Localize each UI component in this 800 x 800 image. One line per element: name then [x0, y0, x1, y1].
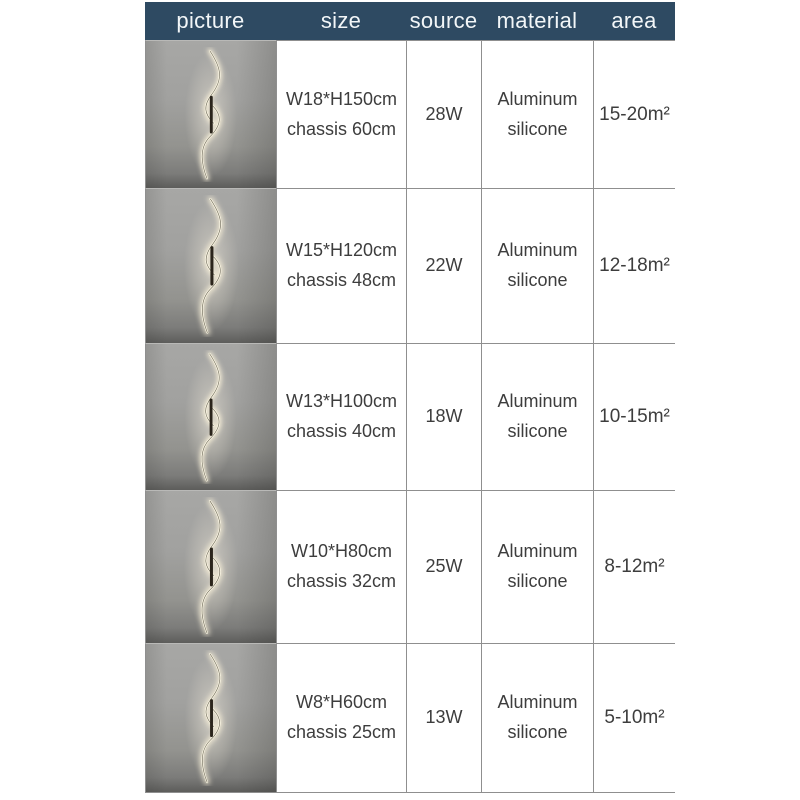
- area-value: 15-20m²: [599, 103, 670, 125]
- material-line: silicone: [507, 421, 568, 441]
- material-cell: [481, 40, 593, 188]
- area-value: 10-15m²: [599, 406, 670, 428]
- material-line: Aluminum: [497, 240, 578, 261]
- material-line: silicone: [507, 118, 568, 139]
- size-cell: [276, 643, 406, 792]
- size-line: chassis 48cm: [286, 270, 397, 290]
- material-cell: [481, 188, 593, 343]
- wave-lamp-image: [177, 350, 244, 484]
- product-photo: [145, 643, 276, 792]
- size-line: W8*H60cm: [295, 692, 388, 713]
- wave-lamp-image: [176, 497, 246, 637]
- product-photo: [145, 40, 276, 188]
- area-value: 8-12m²: [604, 556, 665, 578]
- size-line: chassis 32cm: [286, 571, 397, 591]
- wattage: 22W: [425, 255, 463, 276]
- material-line: silicone: [507, 270, 568, 290]
- area-cell: [593, 643, 675, 792]
- product-photo: [145, 490, 276, 643]
- material-line: Aluminum: [497, 541, 578, 562]
- material-line: Aluminum: [497, 88, 578, 109]
- size-line: W13*H100cm: [285, 391, 398, 412]
- material-line: silicone: [507, 722, 568, 742]
- area-value: 5-10m²: [604, 707, 665, 729]
- area-cell: [593, 188, 675, 343]
- material-line: Aluminum: [497, 391, 578, 412]
- source-cell: [406, 343, 481, 490]
- wattage: 25W: [425, 556, 463, 577]
- size-cell: [276, 343, 406, 490]
- spec-table: [145, 2, 675, 793]
- size-line: chassis 40cm: [286, 421, 397, 441]
- material-cell: [481, 643, 593, 792]
- area-cell: [593, 343, 675, 490]
- column-header-size: size: [276, 2, 406, 40]
- size-cell: [276, 490, 406, 643]
- product-photo: [145, 343, 276, 490]
- source-cell: [406, 188, 481, 343]
- wave-lamp-image: [176, 195, 247, 337]
- area-cell: [593, 490, 675, 643]
- wattage: 18W: [425, 406, 463, 427]
- wattage: 13W: [425, 707, 463, 728]
- size-cell: [276, 40, 406, 188]
- size-line: W15*H120cm: [285, 240, 398, 261]
- material-line: silicone: [507, 571, 568, 591]
- area-cell: [593, 40, 675, 188]
- wave-lamp-image: [177, 47, 245, 182]
- column-header-material: material: [481, 2, 593, 40]
- source-cell: [406, 643, 481, 792]
- source-cell: [406, 40, 481, 188]
- column-header-picture: picture: [145, 2, 276, 40]
- wave-lamp-image: [177, 650, 245, 786]
- material-cell: [481, 490, 593, 643]
- size-line: W10*H80cm: [290, 541, 393, 562]
- size-line: W18*H150cm: [285, 88, 398, 109]
- material-cell: [481, 343, 593, 490]
- size-line: chassis 60cm: [286, 118, 397, 139]
- size-cell: [276, 188, 406, 343]
- column-header-area: area: [593, 2, 675, 40]
- material-line: Aluminum: [497, 692, 578, 713]
- wattage: 28W: [425, 103, 463, 124]
- source-cell: [406, 490, 481, 643]
- product-photo: [145, 188, 276, 343]
- column-header-source: source: [406, 2, 481, 40]
- area-value: 12-18m²: [599, 255, 670, 277]
- size-line: chassis 25cm: [286, 722, 397, 742]
